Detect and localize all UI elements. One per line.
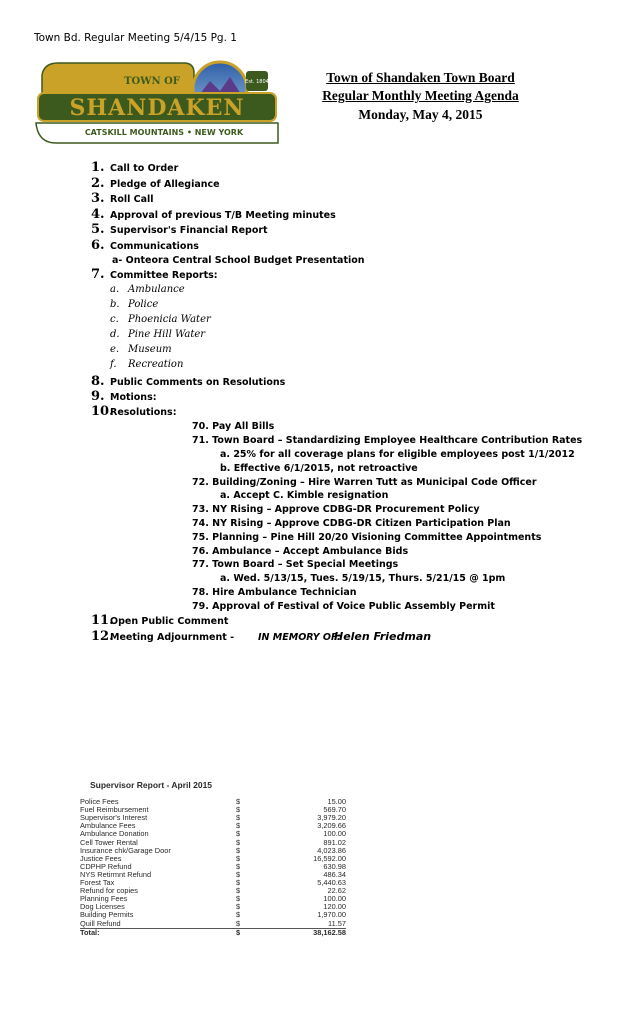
report-row-label: Police Fees (80, 797, 119, 806)
report-row-value: 4,023.86 (317, 845, 346, 855)
resolution-78: 78. Hire Ambulance Technician (192, 587, 357, 598)
resolution-73: 73. NY Rising – Approve CDBG-DR Procurement Policy (192, 504, 480, 515)
title-line-1: Town of Shandaken Town Board (326, 70, 515, 85)
report-row-label: Forest Tax (80, 878, 115, 887)
item-12-number: 12. (91, 629, 114, 644)
report-row-value: 891.02 (323, 837, 346, 847)
item-11-label: Open Public Comment (110, 616, 229, 627)
report-row-currency: $ (236, 886, 241, 896)
report-row-label: Justice Fees (80, 853, 122, 863)
report-row-label: Ambulance Fees (80, 821, 136, 831)
item-9-label: Motions: (110, 392, 157, 403)
report-row-value: 16,592.00 (313, 853, 346, 863)
report-row-currency: $ (236, 837, 241, 847)
report-row-currency: $ (236, 869, 241, 879)
report-row-label: Supervisor's Interest (80, 813, 148, 823)
item-5-number: 5. (91, 222, 105, 237)
item-8-number: 8. (91, 374, 105, 389)
item-10-label: Resolutions: (110, 407, 177, 418)
committee-letter: f. (110, 359, 117, 370)
report-row-value: 100.00 (323, 894, 346, 904)
committee-report: Phoenicia Water (128, 314, 211, 325)
committee-report: Ambulance (128, 284, 185, 295)
logo-name: SHANDAKEN (69, 95, 245, 121)
item-3-label: Roll Call (110, 194, 154, 205)
report-row-label: Building Permits (80, 910, 134, 920)
report-row-currency: $ (236, 894, 241, 904)
report-row-label: CDPHP Refund (80, 861, 132, 871)
item-10-number: 10. (91, 404, 114, 419)
committee-letter: c. (110, 314, 119, 325)
item-3-number: 3. (91, 191, 105, 206)
report-row-currency: $ (236, 805, 241, 815)
report-row-value: 3,979.20 (317, 813, 346, 823)
item-11-number: 11. (91, 613, 114, 628)
memory-name: Helen Friedman (334, 630, 432, 643)
report-title: Supervisor Report - April 2015 (90, 780, 213, 790)
committee-report: Museum (128, 344, 172, 355)
report-row-value: 1,970.00 (317, 910, 346, 920)
report-row-value: 100.00 (323, 829, 346, 839)
resolution-77a: a. Wed. 5/13/15, Tues. 5/19/15, Thurs. 5/21/15 @ 1pm (220, 573, 506, 584)
resolution-72a: a. Accept C. Kimble resignation (220, 490, 389, 501)
title-line-3: Monday, May 4, 2015 (358, 107, 483, 122)
item-6-label: Communications (110, 241, 199, 252)
report-row-label: Dog Licenses (80, 902, 125, 912)
report-row-currency: $ (236, 845, 241, 855)
resolution-76: 76. Ambulance – Accept Ambulance Bids (192, 546, 409, 557)
resolution-74: 74. NY Rising – Approve CDBG-DR Citizen Participation Plan (192, 518, 511, 529)
committee-letter: d. (110, 329, 120, 340)
item-2-label: Pledge of Allegiance (110, 179, 220, 190)
item-4-label: Approval of previous T/B Meeting minutes (110, 210, 336, 221)
page-header-note: Town Bd. Regular Meeting 5/4/15 Pg. 1 (34, 32, 237, 44)
logo-town-of: TOWN OF (124, 76, 180, 87)
committee-letter: b. (110, 299, 120, 310)
resolution-79: 79. Approval of Festival of Voice Public Assembly Permit (192, 601, 495, 612)
report-row-value: 630.98 (323, 861, 346, 871)
resolution-71a: a. 25% for all coverage plans for eligible employees post 1/1/2012 (220, 449, 575, 460)
report-total-currency: $ (236, 927, 241, 937)
logo-tagline: CATSKILL MOUNTAINS • NEW YORK (84, 128, 244, 137)
report-total-row (76, 929, 346, 937)
committee-report: Pine Hill Water (128, 329, 206, 340)
report-row-currency: $ (236, 829, 241, 839)
report-row-currency: $ (236, 910, 241, 920)
item-5-label: Supervisor's Financial Report (110, 225, 268, 236)
report-total-value: 38,162.58 (313, 927, 346, 937)
report-row-label: Refund for copies (80, 886, 138, 896)
committee-letter: e. (110, 344, 120, 355)
report-row-value: 569.70 (323, 805, 346, 815)
report-row-currency: $ (236, 853, 241, 863)
report-row-currency: $ (236, 797, 241, 806)
item-12-label: Meeting Adjournment - (110, 632, 235, 643)
item-7-number: 7. (91, 267, 105, 282)
committee-report: Police (128, 299, 159, 310)
logo-est: Est. 1804 (245, 79, 269, 85)
report-row-value: 3,209.66 (317, 821, 346, 831)
item-1-number: 1. (91, 160, 105, 175)
report-row-value: 11.57 (328, 918, 346, 928)
title-line-2: Regular Monthly Meeting Agenda (322, 88, 519, 103)
item-4-number: 4. (91, 207, 105, 222)
report-row-label: Insurance chk/Garage Door (80, 845, 171, 855)
memory-prefix: IN MEMORY OF: (258, 632, 341, 643)
report-row-label: Fuel Reimbursement (80, 805, 149, 815)
report-row-label: Planning Fees (80, 894, 128, 904)
report-row-label: Quill Refund (80, 918, 121, 928)
committee-letter: a. (110, 284, 120, 295)
report-row-value: 5,440.63 (317, 878, 346, 887)
report-row-value: 486.34 (323, 869, 346, 879)
item-6-number: 6. (91, 238, 105, 253)
report-total-label: Total: (80, 927, 100, 937)
report-row-currency: $ (236, 821, 241, 831)
resolution-75: 75. Planning – Pine Hill 20/20 Visioning Committee Appointments (192, 532, 542, 543)
report-row (76, 871, 346, 879)
report-row-currency: $ (236, 813, 241, 823)
resolution-77: 77. Town Board – Set Special Meetings (192, 559, 399, 570)
report-row-currency: $ (236, 918, 241, 928)
item-1-label: Call to Order (110, 163, 179, 174)
resolution-71: 71. Town Board – Standardizing Employee Healthcare Contribution Rates (192, 435, 583, 446)
report-row-label: Ambulance Donation (80, 829, 149, 839)
report-row-label: NYS Retirmnt Refund (80, 869, 152, 879)
committee-report: Recreation (128, 359, 184, 370)
report-row-value: 120.00 (323, 902, 346, 912)
item-2-number: 2. (91, 176, 105, 191)
report-row-currency: $ (236, 861, 241, 871)
report-row-currency: $ (236, 902, 241, 912)
resolution-71b: b. Effective 6/1/2015, not retroactive (220, 463, 418, 474)
report-row-value: 22.62 (327, 886, 346, 896)
item-8-label: Public Comments on Resolutions (110, 377, 286, 388)
resolution-70: 70. Pay All Bills (192, 421, 275, 432)
report-row-currency: $ (236, 878, 241, 887)
item-9-number: 9. (91, 389, 105, 404)
resolution-72: 72. Building/Zoning – Hire Warren Tutt as Municipal Code Officer (192, 477, 537, 488)
communications-sub-item: a- Onteora Central School Budget Presentation (112, 255, 365, 266)
report-row-value: 15.00 (327, 797, 346, 806)
report-row-label: Cell Tower Rental (80, 837, 138, 847)
report-row (76, 920, 346, 928)
item-7-label: Committee Reports: (110, 270, 218, 281)
